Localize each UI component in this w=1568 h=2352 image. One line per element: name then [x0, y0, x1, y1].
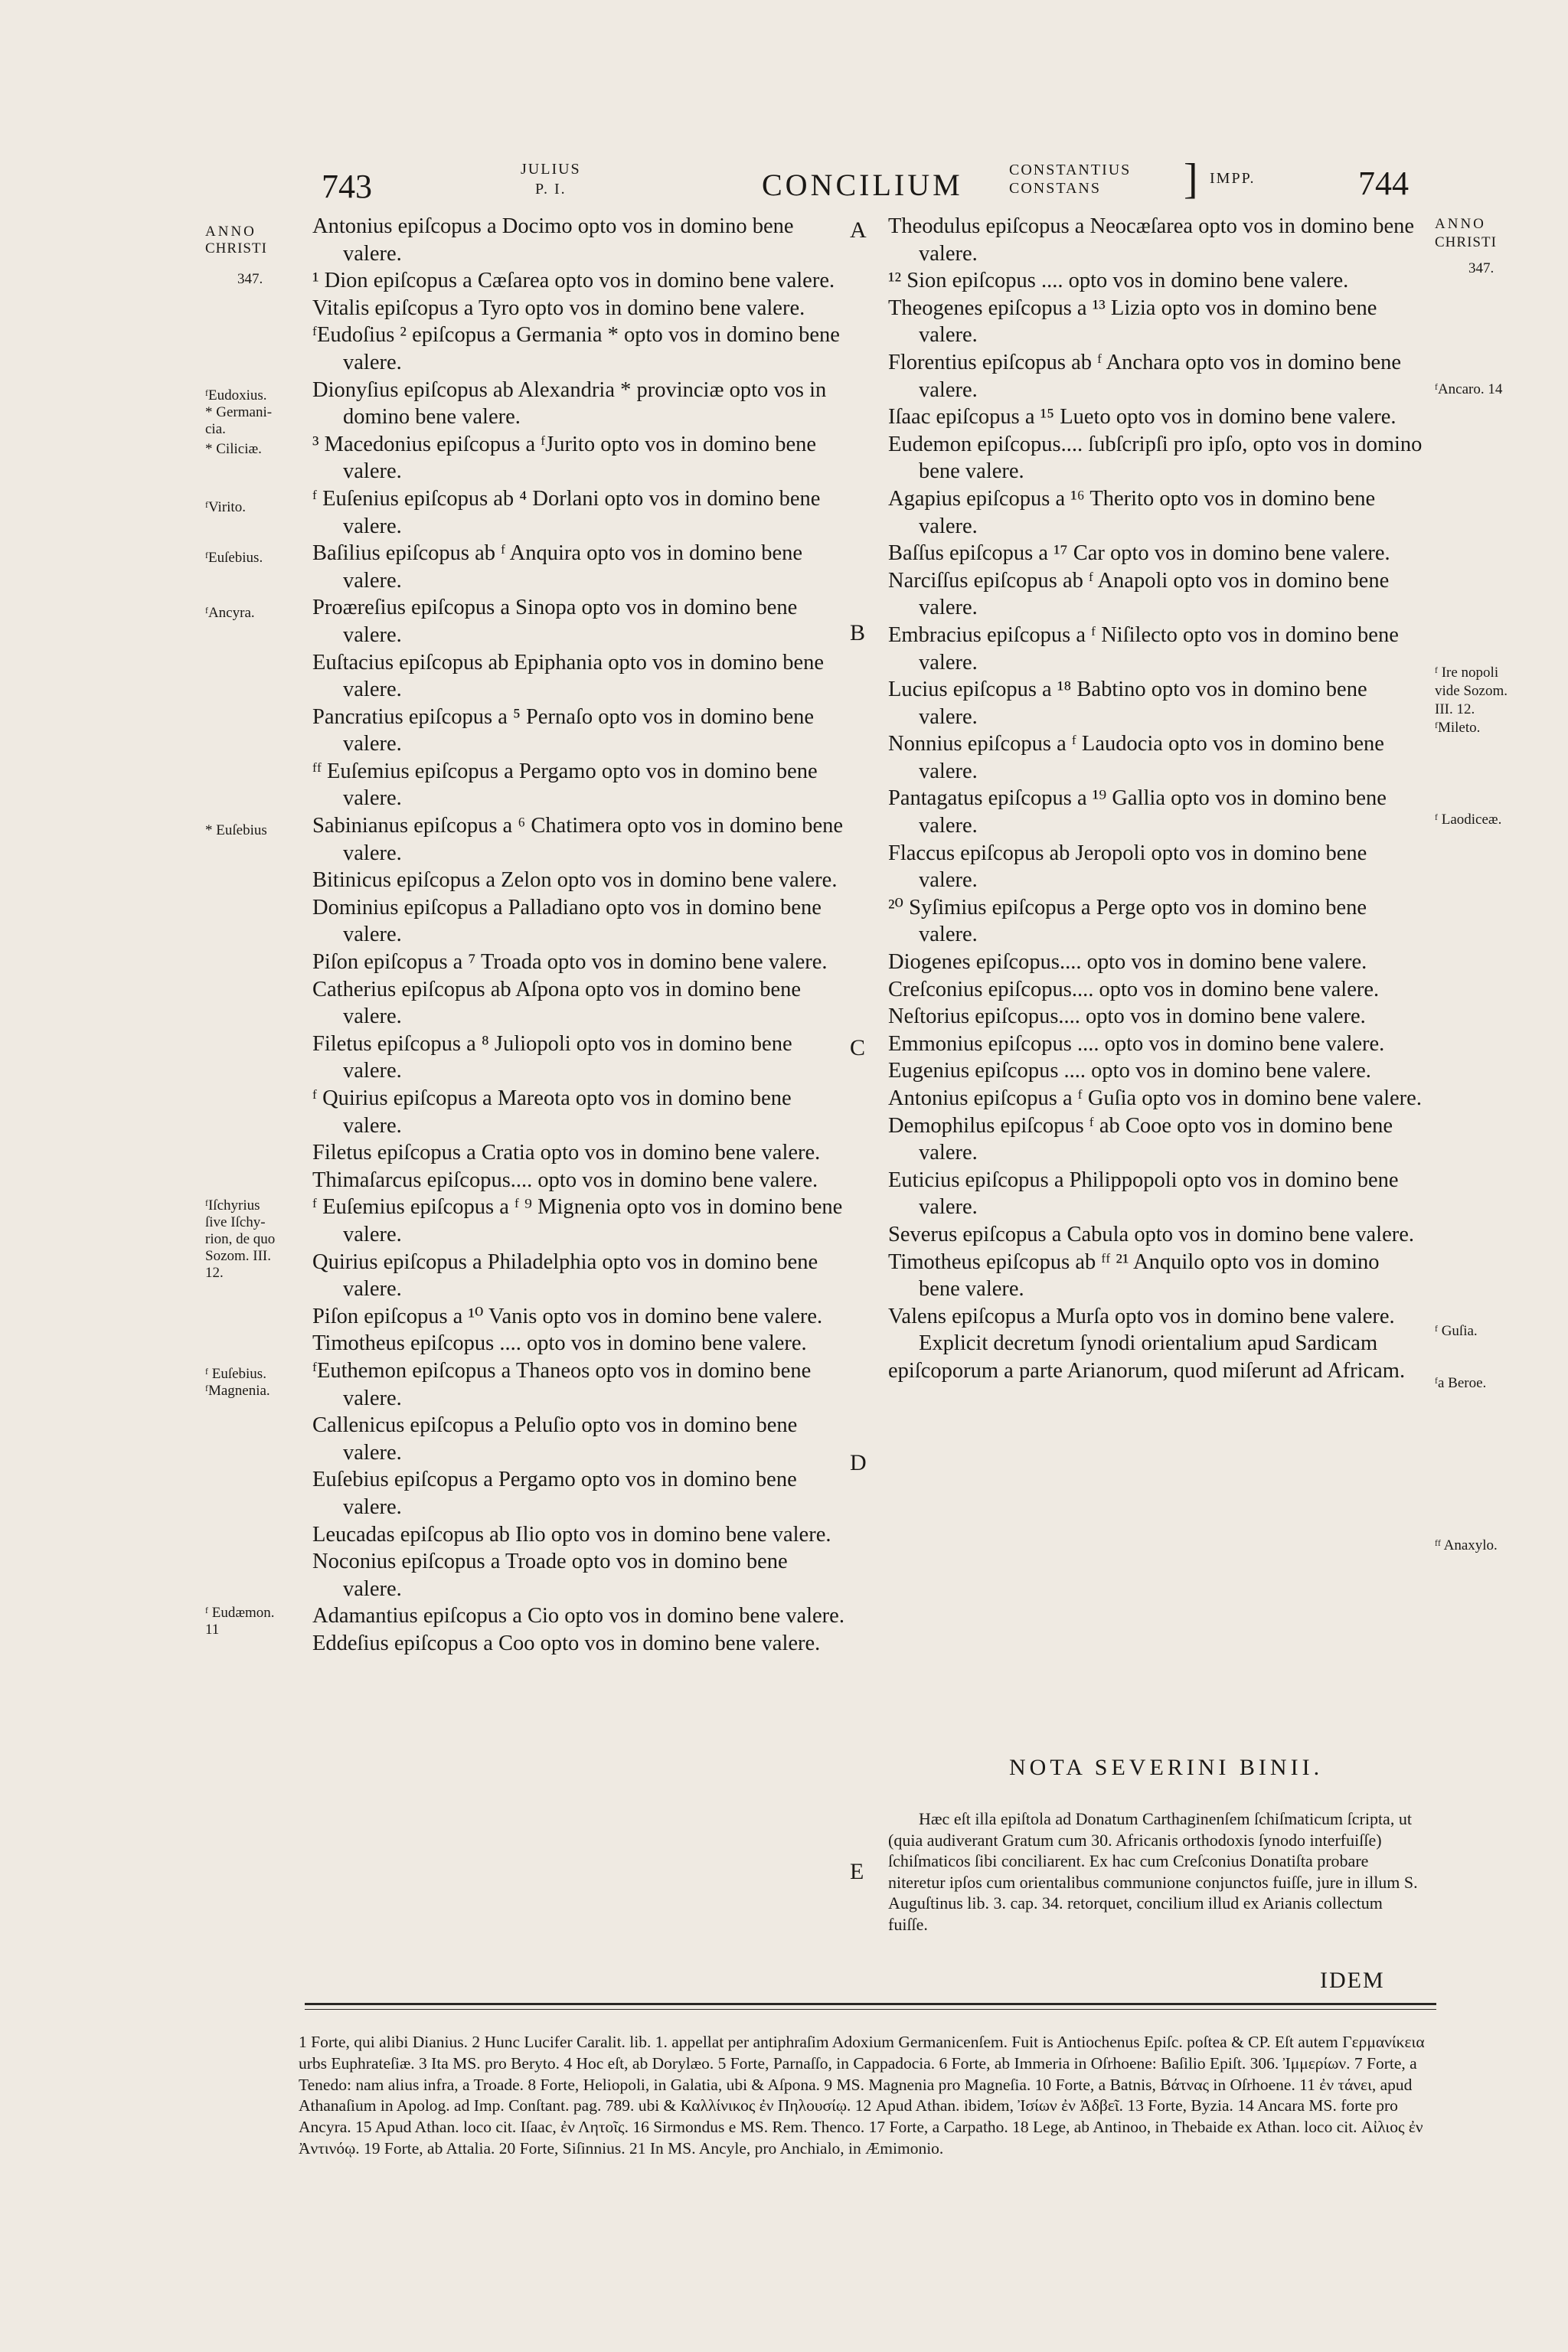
emperor-constantius: CONSTANTIUS	[1009, 162, 1132, 178]
running-head-title: CONCILIUM	[762, 168, 963, 202]
bishop-entry: Flaccus epiſcopus ab Jeropoli opto vos in domino bene valere.	[888, 841, 1367, 893]
bishop-entry: Theodulus epiſcopus a Neocæſarea opto vos in domino bene valere.	[888, 214, 1415, 266]
bishop-entry: Eddeſius epiſcopus a Coo opto vos in domino bene valere.	[312, 1631, 821, 1655]
bishop-entry: Severus epiſcopus a Cabula opto vos in domino bene valere.	[888, 1222, 1415, 1246]
margin-note: vide Sozom.	[1435, 683, 1508, 699]
bishop-entry: ²⁰ Syſimius epiſcopus a Perge opto vos in domino bene valere.	[888, 895, 1367, 947]
bishop-entry: Euſtacius epiſcopus ab Epiphania opto vos in domino bene valere.	[312, 650, 825, 702]
margin-note: III. 12.	[1435, 701, 1475, 717]
explicit-paragraph: Explicit decretum ſynodi orientalium apud Sardicam epiſcoporum a parte Arianorum, quod miſerunt ad Africam.	[888, 1331, 1406, 1383]
bishop-entry: Filetus epiſcopus a Cratia opto vos in domino bene valere.	[312, 1141, 821, 1165]
bishop-entry: ᶠᶠ Euſemius epiſcopus a Pergamo opto vos in domino bene valere.	[312, 759, 818, 811]
bishop-entry: ᶠEuthemon epiſcopus a Thaneos opto vos in domino bene valere.	[312, 1358, 812, 1410]
margin-note: CHRISTI	[1435, 234, 1497, 250]
bishop-entry: Narciſſus epiſcopus ab ᶠ Anapoli opto vos in domino bene valere.	[888, 568, 1390, 620]
running-head-impp: IMPP.	[1210, 170, 1256, 187]
running-head-pope	[521, 159, 581, 199]
bishop-entry: ᶠEudoſius ² epiſcopus a Germania * opto vos in domino bene valere.	[312, 323, 840, 374]
bishop-entry: Callenicus epiſcopus a Peluſio opto vos in domino bene valere.	[312, 1413, 798, 1465]
section-letter-b: B	[850, 620, 866, 645]
bishop-entry: Eugenius epiſcopus .... opto vos in domino bene valere.	[888, 1059, 1371, 1083]
bishop-entry: Euſebius epiſcopus a Pergamo opto vos in domino bene valere.	[312, 1468, 797, 1519]
pope-number: P. I.	[535, 181, 567, 198]
section-letter-a: A	[850, 217, 867, 243]
bishop-entry: Bitinicus epiſcopus a Zelon opto vos in domino bene valere.	[312, 868, 838, 893]
bishop-entry: Adamantius epiſcopus a Cio opto vos in domino bene valere.	[312, 1604, 844, 1628]
bishop-entry: Emmonius epiſcopus .... opto vos in domino bene valere.	[888, 1031, 1385, 1056]
running-head-emperors	[1009, 161, 1131, 198]
margin-note: ᶠ Laodiceæ.	[1435, 812, 1502, 828]
bishop-entry: Sabinianus epiſcopus a ⁶ Chatimera opto vos in domino bene valere.	[312, 814, 844, 865]
bishop-entry: Demophilus epiſcopus ᶠ ab Cooe opto vos in domino bene valere.	[888, 1113, 1393, 1165]
margin-note: 347.	[237, 271, 263, 287]
margin-note: 347.	[1468, 260, 1494, 276]
bishop-entry: Noconius epiſcopus a Troade opto vos in domino bene valere.	[312, 1550, 788, 1601]
bishop-entry: ³ Macedonius epiſcopus a ᶠJurito opto vos in domino bene valere.	[312, 432, 817, 484]
margin-note: ᶠVirito.	[205, 499, 246, 515]
bishop-entry: Piſon epiſcopus a ⁷ Troada opto vos in domino bene valere.	[312, 950, 828, 975]
bishop-entry: Euticius epiſcopus a Philippopoli opto vos in domino bene valere.	[888, 1168, 1399, 1220]
bishop-entry: Lucius epiſcopus a ¹⁸ Babtino opto vos in domino bene valere.	[888, 678, 1367, 729]
bishop-entry: Creſconius epiſcopus.... opto vos in domino bene valere.	[888, 977, 1380, 1001]
bishop-entry: Piſon epiſcopus a ¹⁰ Vanis opto vos in domino bene valere.	[312, 1304, 823, 1328]
margin-note: ᶠMileto.	[1435, 720, 1481, 736]
margin-note: ᶠAncyra.	[205, 605, 255, 621]
bishop-entry: Dionyſius epiſcopus ab Alexandria * provinciæ opto vos in domino bene valere.	[312, 377, 827, 430]
bishop-entry: Leucadas epiſcopus ab Ilio opto vos in domino bene valere.	[312, 1522, 831, 1547]
bishop-entry: Embracius epiſcopus a ᶠ Niſilecto opto vos in domino bene valere.	[888, 622, 1399, 675]
bishop-entry: ¹ Dion epiſcopus a Cæſarea opto vos in domino bene valere.	[312, 269, 835, 293]
bishop-entry: ᶠ Euſenius epiſcopus ab ⁴ Dorlani opto vos in domino bene valere.	[312, 486, 821, 538]
pope-name: JULIUS	[521, 161, 581, 178]
margin-note: * Euſebius	[205, 822, 267, 838]
bishop-entry: Catherius epiſcopus ab Aſpona opto vos in domino bene valere.	[312, 977, 801, 1029]
margin-note: * Ciliciæ.	[205, 441, 262, 457]
bishop-entry: Pantagatus epiſcopus a ¹⁹ Gallia opto vos in domino bene valere.	[888, 786, 1387, 838]
bishop-entry: ᶠ Quirius epiſcopus a Mareota opto vos in domino bene valere.	[312, 1086, 792, 1138]
section-letter-e: E	[850, 1859, 864, 1884]
margin-note: 12.	[205, 1265, 224, 1281]
page-number-right: 744	[1358, 165, 1409, 202]
bishop-entry: Pancratius epiſcopus a ⁵ Pernaſo opto vos in domino bene valere.	[312, 704, 815, 756]
margin-note: ſive Iſchy-	[205, 1214, 266, 1230]
margin-note: ᶠ Eudæmon.	[205, 1605, 275, 1621]
margin-note: rion, de quo	[205, 1231, 276, 1247]
emperor-bracket: ]	[1184, 155, 1198, 203]
bishop-entry: Quirius epiſcopus a Philadelphia opto vos in domino bene valere.	[312, 1250, 818, 1302]
right-column	[888, 213, 1424, 1385]
margin-note: ᶠ Guſia.	[1435, 1323, 1478, 1339]
margin-note: ᶠEudoxius.	[205, 387, 267, 403]
nota-heading: NOTA SEVERINI BINII.	[1009, 1755, 1324, 1780]
margin-note: ᶠᶠ Anaxylo.	[1435, 1537, 1498, 1553]
emperor-constans: CONSTANS	[1009, 180, 1101, 197]
bishop-entry: Thimaſarcus epiſcopus.... opto vos in domino bene valere.	[312, 1168, 818, 1192]
bishop-entry: Neſtorius epiſcopus.... opto vos in domino bene valere.	[888, 1004, 1366, 1029]
margin-note: ᶠ Ire nopoli	[1435, 665, 1499, 681]
bishop-entry: Baſilius epiſcopus ab ᶠ Anquira opto vos in domino bene valere.	[312, 541, 802, 593]
page-number-left: 743	[322, 168, 372, 205]
bishop-entry: Timotheus epiſcopus ab ᶠᶠ ²¹ Anquilo opto vos in domino bene valere.	[888, 1250, 1380, 1302]
bishop-entry: Eudemon epiſcopus.... ſubſcripſi pro ipſo, opto vos in domino bene valere.	[888, 432, 1423, 484]
margin-note: ᶠMagnenia.	[205, 1383, 270, 1399]
bishop-entry: Theogenes epiſcopus a ¹³ Lizia opto vos in domino bene valere.	[888, 296, 1377, 348]
margin-note: Sozom. III.	[205, 1248, 272, 1264]
bishop-entry: Antonius epiſcopus a ᶠ Guſia opto vos in domino bene valere.	[888, 1086, 1422, 1110]
left-column	[312, 213, 848, 1657]
footnotes: 1 Forte, qui alibi Dianius. 2 Hunc Lucifer Caralit. lib. 1. appellat per antiphraſim Adoxium Germanicenſem. Fuit is Antiochenus Epiſc. poſtea & CP. Eſt autem Γερμανίκεια urbs Euphrateſiæ. 3 Ita MS. pro Beryto. 4 Hoc eſt, ab Dorylæo. 5 Forte, Parnaſſo, in Cappadocia. 6 Forte, ab Immeria in Oſrhoene: Baſilio Epiſt. 306. Ἰμμερίων. 7 Forte, a Tenedo: nam alius infra, a Troade. 8 Forte, Heliopoli, in Galatia, ubi & Aſpona. 9 MS. Magnenia pro Magneſia. 10 Forte, a Batnis, Βάτνας in Oſrhoene. 11 ἐν τάνει, apud Athanaſium in Apolog. ad Imp. Conſtant. pag. 789. ubi & Καλλίνικος ἐν Πηλουσίῳ. 12 Apud Athan. ibidem, Ἰσίων ἐν Ἀδβεῖ. 13 Forte, Byzia. 14 Ancara MS. forte pro Ancyra. 15 Apud Athan. loco cit. Iſaac, ἐν Λητοῖς. 16 Sirmondus e MS. Rem. Thenco. 17 Forte, a Carpatho. 18 Lege, ab Antinoo, in Thebaide ex Athan. loco cit. Αἰλιος ἐν Ἀντινόῳ. 19 Forte, ab Attalia. 20 Forte, Siſinnius. 21 In MS. Ancyle, pro Anchialo, in Æmimonio.	[299, 2033, 1425, 2158]
bishop-entry: Vitalis epiſcopus a Tyro opto vos in domino bene valere.	[312, 296, 805, 320]
bishop-entry: Florentius epiſcopus ab ᶠ Anchara opto vos in domino bene valere.	[888, 350, 1402, 402]
footnote-rule	[305, 2003, 1436, 2005]
bishop-entry: Proæreſius epiſcopus a Sinopa opto vos in domino bene valere.	[312, 596, 798, 647]
idem-signature: IDEM	[1320, 1968, 1385, 1993]
bishop-entry: Agapius epiſcopus a ¹⁶ Therito opto vos in domino bene valere.	[888, 486, 1376, 538]
bishop-entry: ¹² Sion epiſcopus .... opto vos in domino bene valere.	[888, 269, 1349, 293]
margin-note: ANNO	[1435, 216, 1486, 232]
bishop-entry: Nonnius epiſcopus a ᶠ Laudocia opto vos in domino bene valere.	[888, 732, 1384, 783]
bishop-entry: ᶠ Euſemius epiſcopus a ᶠ ⁹ Mignenia opto vos in domino bene valere.	[312, 1195, 843, 1246]
margin-note: ᶠ Euſebius.	[205, 1366, 266, 1382]
bishop-entry: Diogenes epiſcopus.... opto vos in domino bene valere.	[888, 950, 1367, 975]
margin-note: ᶠAncaro. 14	[1435, 381, 1503, 397]
margin-note: ANNO	[205, 224, 256, 240]
margin-note: 11	[205, 1622, 220, 1638]
margin-note: cia.	[205, 421, 226, 437]
section-letter-d: D	[850, 1450, 867, 1475]
margin-note: CHRISTI	[205, 240, 267, 256]
bishop-entry: Iſaac epiſcopus a ¹⁵ Lueto opto vos in domino bene valere.	[888, 405, 1396, 430]
section-letter-c: C	[850, 1035, 866, 1060]
bishop-entry: Baſſus epiſcopus a ¹⁷ Car opto vos in domino bene valere.	[888, 541, 1390, 566]
bishop-entry: Antonius epiſcopus a Docimo opto vos in domino bene valere.	[312, 214, 794, 266]
bishop-entry: Timotheus epiſcopus .... opto vos in domino bene valere.	[312, 1331, 807, 1356]
margin-note: ᶠEuſebius.	[205, 550, 263, 566]
nota-body: Hæc eſt illa epiſtola ad Donatum Carthaginenſem ſchiſmaticum ſcripta, ut (quia audiverant Gratum cum 30. Africanis orthodoxis ſynodo interfuiſſe) ſchiſmaticos ſibi conciliarent. Ex hac cum Creſconius Donatiſta probare niteretur ipſos cum orientalibus communione conjunctos fuiſſe, jure in illum S. Auguſtinus lib. 3. cap. 34. retorquet, concilium illud ex Arianis collectum fuiſſe.	[888, 1809, 1418, 1934]
margin-note: * Germani-	[205, 404, 273, 420]
margin-note: ᶠIſchyrius	[205, 1197, 260, 1214]
footnote-rule-thin	[305, 2009, 1436, 2010]
bishop-entry: Filetus epiſcopus a ⁸ Juliopoli opto vos in domino bene valere.	[312, 1031, 792, 1083]
bishop-entry: Dominius epiſcopus a Palladiano opto vos in domino bene valere.	[312, 895, 822, 947]
bishop-entry: Valens epiſcopus a Murſa opto vos in domino bene valere.	[888, 1304, 1395, 1328]
margin-note: ᶠa Beroe.	[1435, 1375, 1487, 1391]
